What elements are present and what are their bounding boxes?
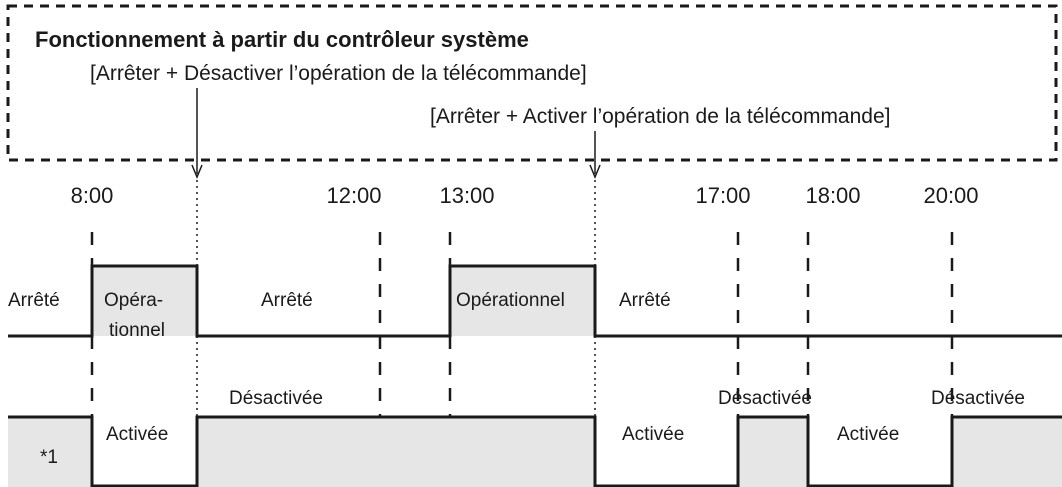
disabled-period-2-fill	[738, 417, 808, 487]
operation-label-operating-1-line1: Opéra-	[104, 290, 164, 311]
remote-label-enabled-3: Activée	[837, 424, 900, 445]
remote-label-disabled-1: Désactivée	[229, 388, 323, 409]
disabled-period-3-fill	[952, 417, 1062, 487]
remote-label-disabled-3: Désactivée	[931, 388, 1025, 409]
remote-label-enabled-1: Activée	[106, 424, 169, 445]
remote-note-marker: *1	[40, 447, 58, 468]
remote-label-enabled-2: Activée	[622, 424, 685, 445]
time-label-1700: 17:00	[695, 183, 751, 208]
operation-label-stopped-right: Arrêté	[619, 290, 671, 311]
remote-label-disabled-2: Désactivée	[718, 388, 812, 409]
operation-label-stopped-mid: Arrêté	[261, 290, 313, 311]
command-disable-remote: [Arrêter + Désactiver l’opération de la télécommande]	[90, 62, 587, 85]
time-label-1300: 13:00	[439, 183, 495, 208]
disabled-period-1-fill	[197, 417, 595, 487]
operation-label-operating-2: Opérationnel	[456, 290, 565, 311]
time-label-2000: 20:00	[923, 183, 979, 208]
time-label-0800: 8:00	[70, 183, 114, 208]
time-label-1200: 12:00	[326, 183, 382, 208]
operation-label-operating-1-line2: tionnel	[109, 320, 165, 341]
time-label-1800: 18:00	[805, 183, 861, 208]
operation-label-stopped-left: Arrêté	[8, 290, 60, 311]
command-enable-remote: [Arrêter + Activer l’opération de la télécommande]	[430, 105, 891, 128]
arrow-enable-command	[590, 131, 600, 177]
arrow-disable-command	[192, 88, 202, 177]
header-title: Fonctionnement à partir du contrôleur système	[35, 27, 529, 52]
